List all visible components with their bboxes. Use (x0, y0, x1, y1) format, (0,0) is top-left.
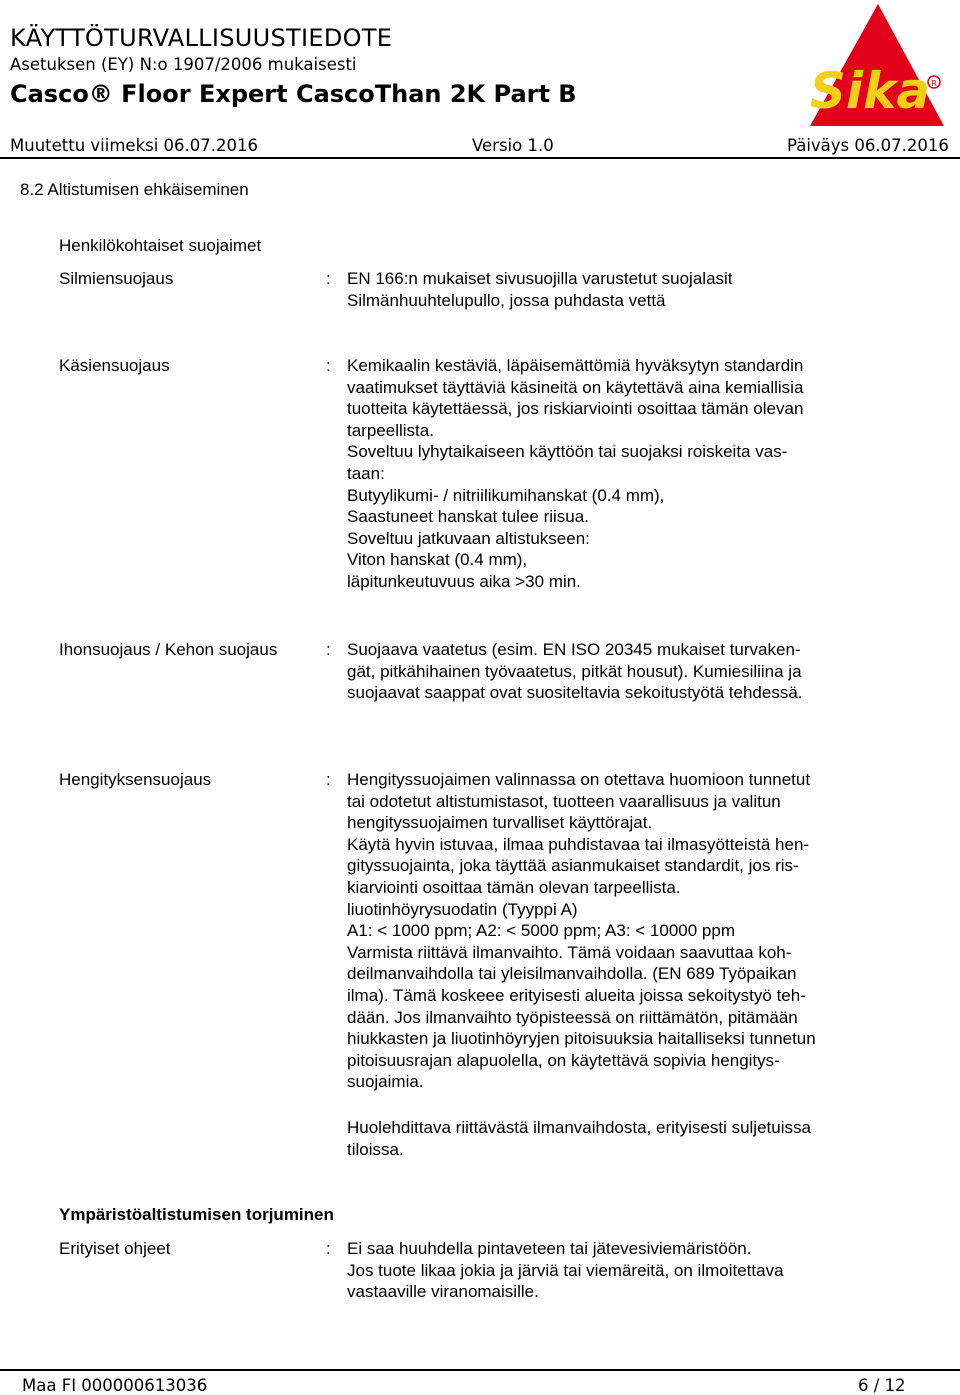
text-line: Viton hanskat (0.4 mm), (347, 550, 528, 570)
text-line: vaatimukset täyttäviä käsineitä on käytettävä aina kemiallisia (347, 377, 804, 397)
skin-protection-colon: : (326, 640, 331, 659)
eye-protection-colon: : (326, 269, 331, 288)
text-line: Soveltuu lyhytaikaiseen käyttöön tai suojaksi roiskeita vas- (347, 442, 788, 462)
hand-protection-label: Käsiensuojaus (59, 356, 170, 375)
personal-protection-title: Henkilökohtaiset suojaimet (59, 236, 262, 255)
text-line: Silmänhuuhtelupullo, jossa puhdasta vettä (347, 290, 666, 310)
eye-protection-text (347, 268, 733, 311)
respiratory-protection-colon: : (326, 770, 331, 789)
text-line: Varmista riittävä ilmanvaihto. Tämä voidaan saavuttaa koh- (347, 942, 792, 962)
text-line: Butyylikumi- / nitriilikumihanskat (0.4 mm), (347, 485, 665, 505)
logo-wordmark: Sika (809, 62, 931, 120)
hand-protection-colon: : (326, 356, 331, 375)
text-line: pitoisuusrajan alapuolella, on käytettävä sopivia hengitys- (347, 1050, 780, 1070)
hand-protection-text (347, 355, 803, 593)
text-line: tiloissa. (347, 1139, 404, 1159)
text-line: dään. Jos ilmanvaihto työpisteessä on riittämätön, pitämään (347, 1007, 798, 1027)
text-line: EN 166:n mukaiset sivusuojilla varustetut suojalasit (347, 269, 733, 288)
text-line: kiarviointi osoittaa tämän olevan tarpeellista. (347, 877, 681, 897)
text-line: Ei saa huuhdella pintaveteen tai jätevesiviemäristöön. (347, 1239, 752, 1258)
text-line: suojaavat saappat ovat suositeltavia sekoitustyötä tehdessä. (347, 683, 803, 703)
respiratory-protection-label: Hengityksensuojaus (59, 770, 212, 789)
text-line: hiukkasten ja liuotinhöyryjen pitoisuuksia haitalliseksi tunnetun (347, 1029, 816, 1049)
text-line: A1: < 1000 ppm; A2: < 5000 ppm; A3: < 10000 ppm (347, 921, 735, 941)
text-line: suojaimia. (347, 1072, 424, 1092)
special-instructions-label: Erityiset ohjeet (59, 1239, 171, 1258)
special-instructions-text (347, 1238, 784, 1303)
text-line: hengityssuojaimen turvalliset käyttörajat. (347, 813, 653, 833)
document-title: KÄYTTÖTURVALLISUUSTIEDOTE (10, 24, 393, 52)
respiratory-protection-text (347, 769, 816, 1093)
section-title: 8.2 Altistumisen ehkäiseminen (20, 180, 249, 199)
skin-protection-label: Ihonsuojaus / Kehon suojaus (59, 640, 278, 659)
text-line: gät, pitkähihainen työvaatetus, pitkät housut). Kumiesiliina ja (347, 661, 802, 681)
header-divider (0, 157, 960, 159)
text-line: liuotinhöyrysuodatin (Tyyppi A) (347, 899, 578, 919)
skin-protection-text (347, 639, 803, 704)
environmental-title: Ympäristöaltistumisen torjuminen (59, 1205, 334, 1224)
text-line: tai odotetut altistumistasot, tuotteen vaarallisuus ja valitun (347, 791, 781, 811)
text-line: tarpeellista. (347, 420, 434, 440)
document-id: Maa FI 000000613036 (22, 1376, 208, 1395)
page-number: 6 / 12 (858, 1376, 906, 1395)
eye-protection-label: Silmiensuojaus (59, 269, 174, 288)
text-line: Soveltuu jatkuvaan altistukseen: (347, 528, 590, 548)
regulation-subtitle: Asetuksen (EY) N:o 1907/2006 mukaisesti (10, 55, 357, 74)
text-line: tuotteita käytettäessä, jos riskiarviointi osoittaa tämän olevan (347, 399, 804, 419)
special-instructions-colon: : (326, 1239, 331, 1258)
svg-text:R: R (931, 79, 937, 88)
ventilation-note (347, 1117, 811, 1160)
text-line: vastaaville viranomaisille. (347, 1282, 539, 1302)
text-line: läpitunkeutuvuus aika >30 min. (347, 571, 581, 591)
product-name: Casco® Floor Expert CascoThan 2K Part B (10, 80, 577, 108)
text-line: deilmanvaihdolla tai yleisilmanvaihdolla. (EN 689 Työpaikan (347, 964, 797, 984)
text-line: Jos tuote likaa jokia ja järviä tai viemäreitä, on ilmoitettava (347, 1260, 784, 1280)
issue-date: Päiväys 06.07.2016 (787, 136, 949, 155)
text-line: taan: (347, 463, 385, 483)
text-line: Suojaava vaatetus (esim. EN ISO 20345 mukaiset turvaken- (347, 640, 801, 659)
text-line: Käytä hyvin istuvaa, ilmaa puhdistavaa tai ilmasyötteistä hen- (347, 834, 810, 854)
text-line: gityssuojainta, joka täyttää asianmukaiset standardit, jos ris- (347, 856, 799, 876)
text-line: Kemikaalin kestäviä, läpäisemättömiä hyväksytyn standardin (347, 356, 804, 375)
text-line: Saastuneet hanskat tulee riisua. (347, 507, 589, 527)
sika-logo (806, 2, 946, 128)
footer-divider (0, 1369, 960, 1371)
text-line: Huolehdittava riittävästä ilmanvaihdosta, erityisesti suljetuissa (347, 1118, 811, 1137)
version-number: Versio 1.0 (472, 136, 554, 155)
text-line: ilma). Tämä koskeee erityisesti alueita joissa sekoitystyö teh- (347, 985, 806, 1005)
text-line: Hengityssuojaimen valinnassa on otettava huomioon tunnetut (347, 770, 811, 789)
modified-date: Muutettu viimeksi 06.07.2016 (10, 136, 259, 155)
